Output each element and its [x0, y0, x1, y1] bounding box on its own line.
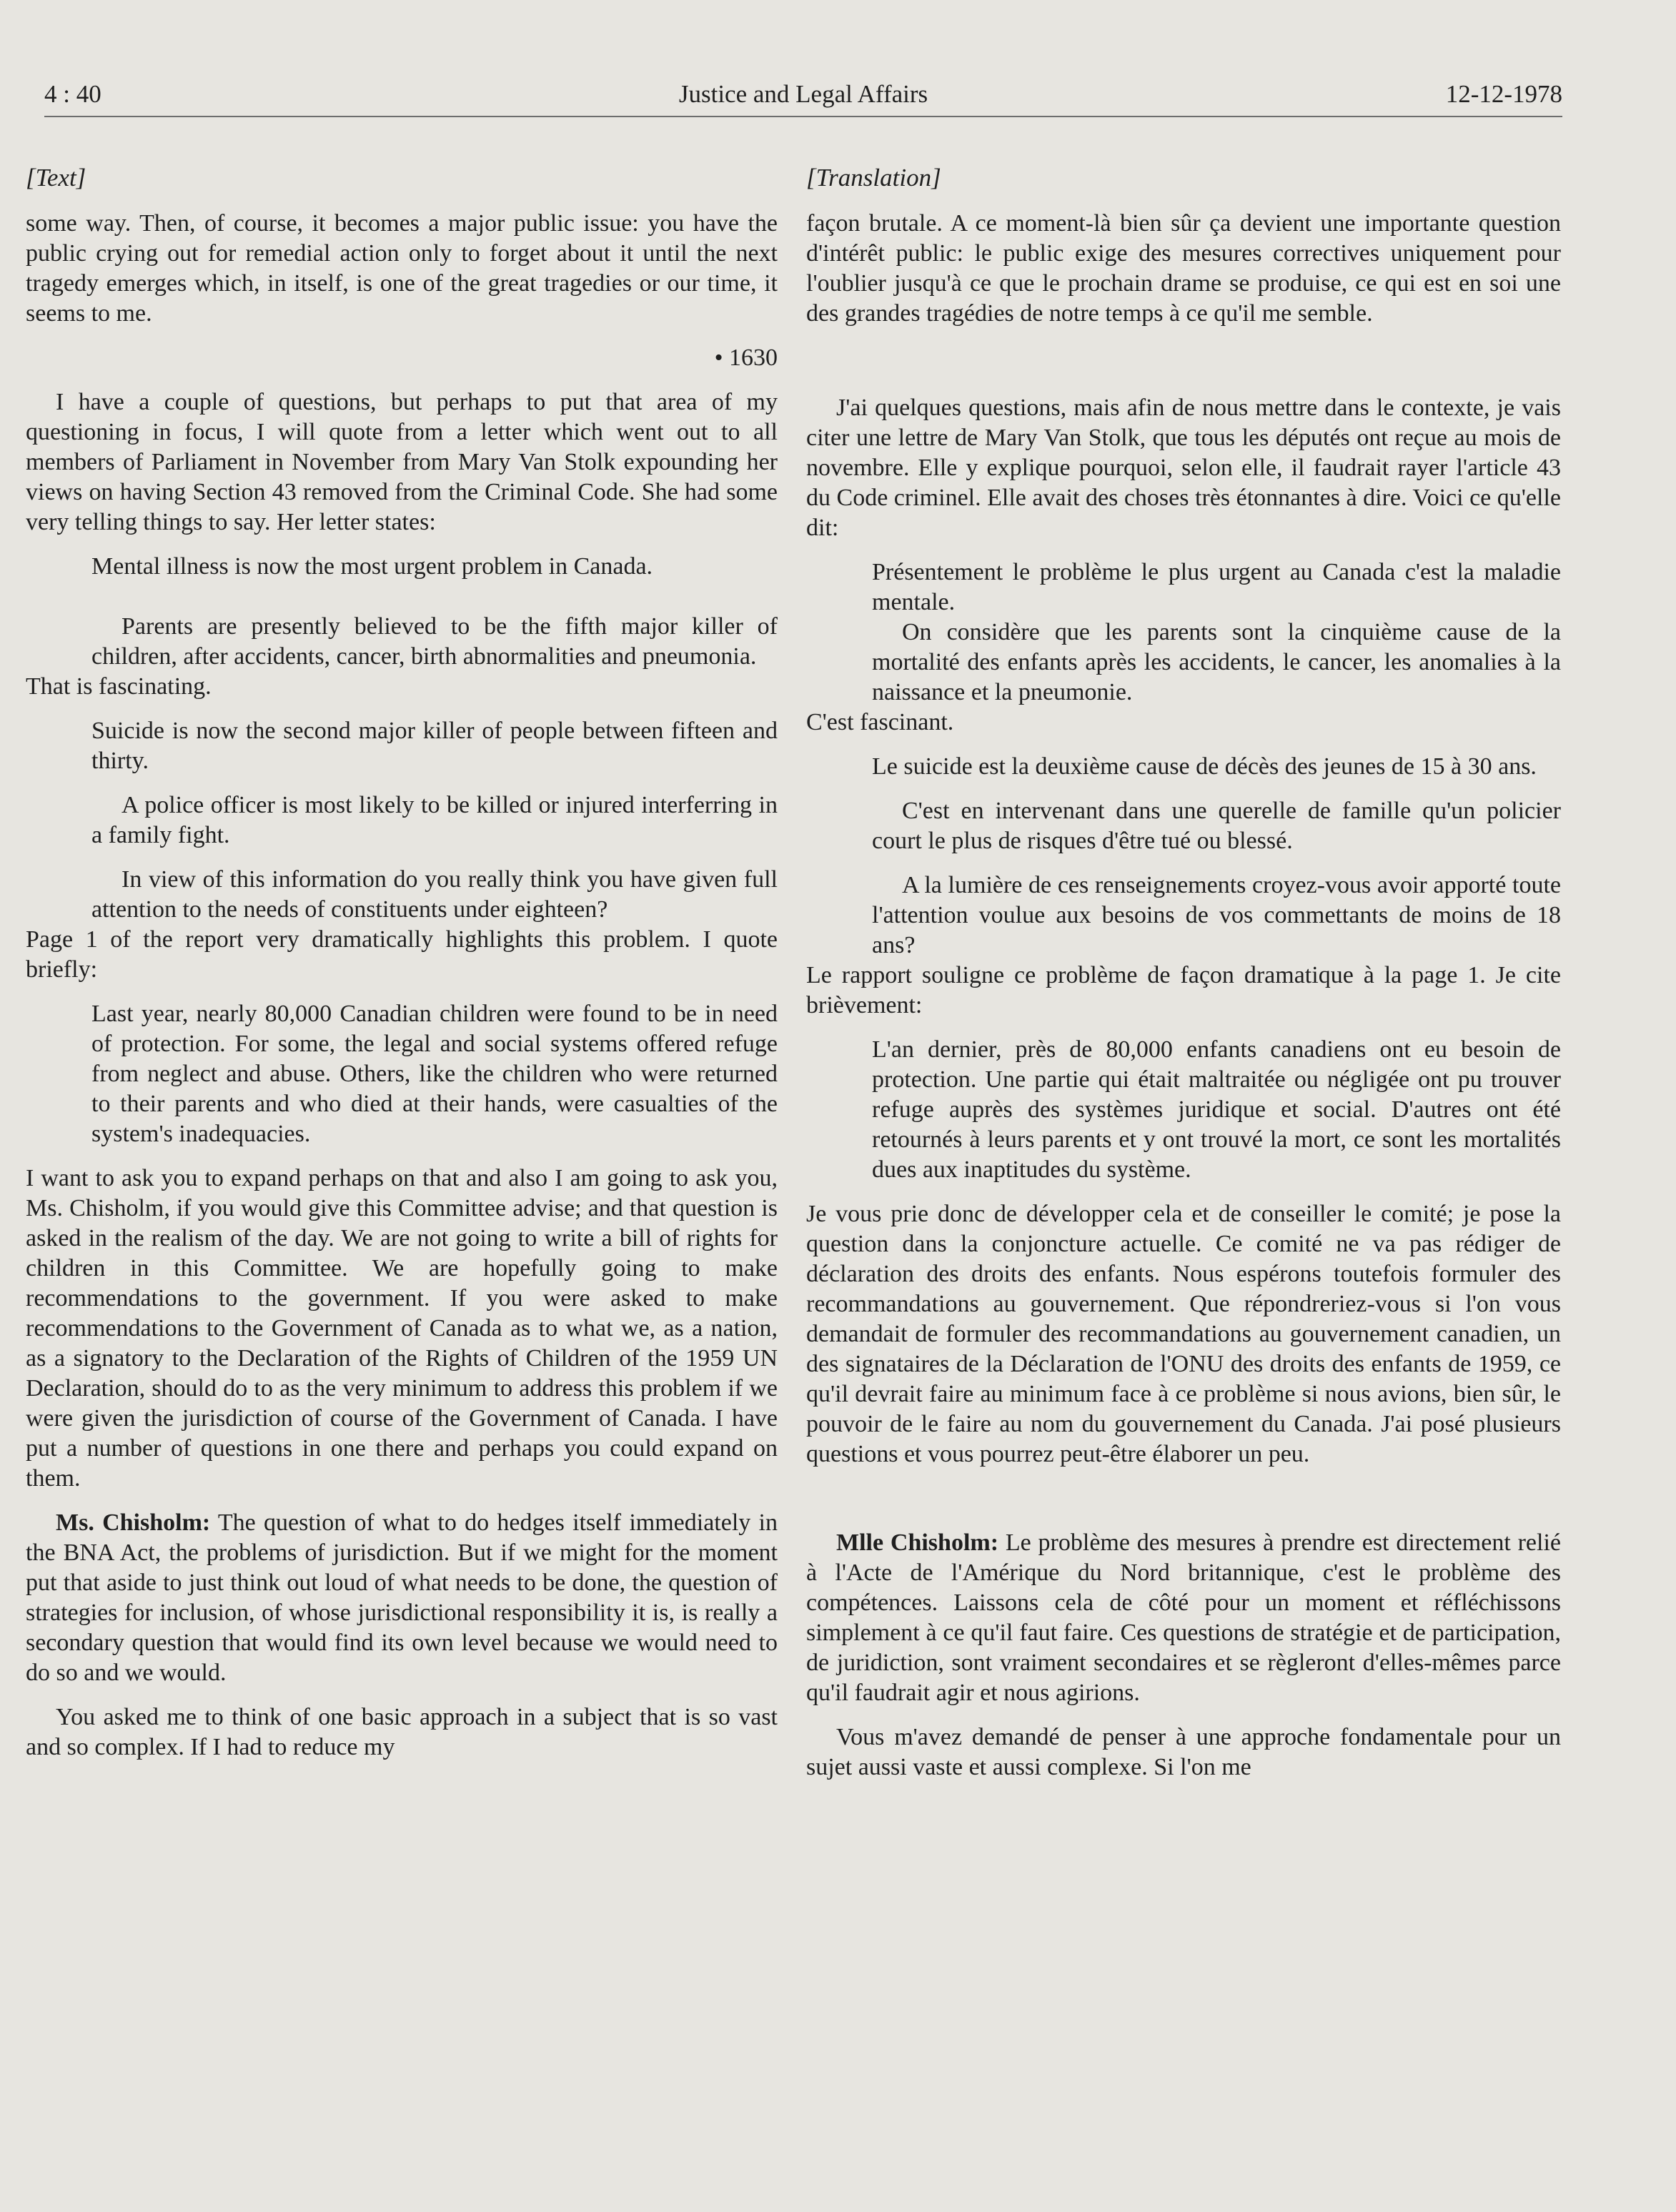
paragraph: Le rapport souligne ce problème de façon dramatique à la page 1. Je cite brièvement: — [806, 962, 1561, 1018]
header-date: 12-12-1978 — [1445, 80, 1562, 108]
block-quote: L'an dernier, près de 80,000 enfants canadiens ont eu besoin de protection. Une partie qui était maltraitée ou négligée ont pu trouver refuge auprès des systèmes juridique et social. D'autres ont été retournés à leurs parents et y ont trouvé la mort, ce sont les mortalités dues aux inaptitudes du système. — [872, 1036, 1561, 1183]
block-quote: Suicide is now the second major killer of people between fifteen and thirty. — [91, 718, 778, 774]
paragraph: Page 1 of the report very dramatically highlights this problem. I quote briefly: — [26, 926, 778, 983]
paragraph: Je vous prie donc de développer cela et de conseiller le comité; je pose la question dans la conjoncture actuelle. Ce comité ne va pas rédiger de déclaration des droits des enfants. Nous espérons toutefois formuler des recommandations au gouvernement. Que répondreriez-vous si l'on vous demandait de formuler des recommandations au gouvernement canadien, un des signataires de la Déclaration de l'ONU des droits des enfants de 1959, ce qu'il devrait faire au minimum face à ce problème si nous avions, bien sûr, le pouvoir de le faire au nom du gouvernement du Canada. J'ai posé plusieurs questions et vous pourrez peut-être élaborer un peu. — [806, 1201, 1561, 1467]
block-quote: On considère que les parents sont la cinquième cause de la mortalité des enfants après les accidents, le cancer, les anomalies à la naissance et la pneumonie. — [872, 619, 1561, 705]
paragraph: some way. Then, of course, it becomes a major public issue: you have the public crying out for remedial action only to forget about it until the next tragedy emerges which, in itself, is one of the great tragedies or our time, it seems to me. — [26, 210, 778, 327]
page-number: 4 : 40 — [44, 80, 101, 108]
block-quote: Le suicide est la deuxième cause de décès des jeunes de 15 à 30 ans. — [872, 753, 1537, 780]
speaker-paragraph — [26, 1508, 778, 1688]
running-title: Justice and Legal Affairs — [678, 80, 928, 108]
speaker-text: Le problème des mesures à prendre est directement relié à l'Acte de l'Amérique du Nord britannique, c'est le problème des compétences. Laissons cela de côté pour un moment et réfléchissons simplement à ce qu'il faut faire. Ces questions de stratégie et de participation, de juridiction, sont vraiment secondaires et se règleront d'elles-mêmes parce qu'il faudrait agir et nous agirions. — [806, 1529, 1562, 1706]
paragraph: Vous m'avez demandé de penser à une approche fondamentale pour un sujet aussi vaste et aussi complexe. Si l'on me — [806, 1724, 1561, 1780]
speaker-name: Ms. Chisholm: — [56, 1509, 211, 1536]
paragraph: That is fascinating. — [26, 673, 212, 700]
paragraph: I want to ask you to expand perhaps on that and also I am going to ask you, Ms. Chisholm, if you would give this Committee advise; and that question is asked in the realism of the day. We are not going to write a bill of rights for children in this Committee. We are hopefully going to make recommendations to the government. If you were asked to make recommendations to the Government of Canada as to what we, as a nation, as a signatory to the Declaration of the Rights of Children of the 1959 UN Declaration, should do to as the very minimum to address this problem if we were given the jurisdiction of course of the Government of Canada. I have put a number of questions in one there and perhaps you could expand on them. — [26, 1165, 778, 1492]
block-quote: In view of this information do you really think you have given full attention to the needs of constituents under eighteen? — [91, 866, 778, 923]
block-quote: Mental illness is now the most urgent problem in Canada. — [91, 553, 653, 580]
paragraph: J'ai quelques questions, mais afin de nous mettre dans le contexte, je vais citer une lettre de Mary Van Stolk, que tous les députés ont reçue au mois de novembre. Elle y explique pourquoi, selon elle, il faudrait rayer l'article 43 du Code criminel. Elle avait des choses très étonnantes à dire. Voici ce qu'elle dit: — [806, 395, 1561, 541]
paragraph: façon brutale. A ce moment-là bien sûr ça devient une importante question d'intérêt public: le public exige des mesures correctives uniquement pour l'oublier jusqu'à ce que le prochain drame se produise, ce qui est en soi une des grandes tragédies de notre temps à ce qu'il me semble. — [806, 210, 1561, 327]
paragraph: C'est fascinant. — [806, 709, 954, 735]
speaker-text: The question of what to do hedges itself immediately in the BNA Act, the problems of jurisdiction. But if we might for the moment put that aside to just think out loud of what needs to be done, the question of strategies for inclusion, of whose jurisdictional responsibility it is, is really a secondary question that would find its own level because we would need to do so and we would. — [26, 1509, 778, 1686]
block-quote: A police officer is most likely to be killed or injured interferring in a family fight. — [91, 792, 778, 848]
block-quote: Parents are presently believed to be the fifth major killer of children, after accidents, cancer, birth abnormalities and pneumonia. — [91, 613, 778, 670]
speaker-paragraph — [806, 1528, 1561, 1708]
block-quote: C'est en intervenant dans une querelle de famille qu'un policier court le plus de risques d'être tué ou blessé. — [872, 798, 1561, 854]
header-rule — [44, 116, 1562, 117]
block-quote: A la lumière de ces renseignements croyez-vous avoir apporté toute l'attention voulue aux besoins de vos commettants de moins de 18 ans? — [872, 872, 1561, 958]
block-quote: Last year, nearly 80,000 Canadian children were found to be in need of protection. For some, the legal and social systems offered refuge from neglect and abuse. Others, like the children who were returned to their parents and who died at their hands, were casualties of the system's inadequacies. — [91, 1001, 778, 1147]
english-column — [26, 163, 778, 1762]
speaker-name: Mlle Chisholm: — [836, 1529, 999, 1556]
time-marker: • 1630 — [714, 344, 778, 371]
column-label: [Text] — [26, 164, 86, 192]
paragraph: You asked me to think of one basic approach in a subject that is so vast and so complex. If I had to reduce my — [26, 1704, 778, 1760]
column-label: [Translation] — [806, 164, 941, 192]
french-column — [806, 163, 1561, 1782]
paragraph: I have a couple of questions, but perhaps to put that area of my questioning in focus, I will quote from a letter which went out to all members of Parliament in November from Mary Van Stolk expounding her views on having Section 43 removed from the Criminal Code. She had some very telling things to say. Her letter states: — [26, 389, 778, 535]
block-quote: Présentement le problème le plus urgent au Canada c'est la maladie mentale. — [872, 559, 1561, 615]
